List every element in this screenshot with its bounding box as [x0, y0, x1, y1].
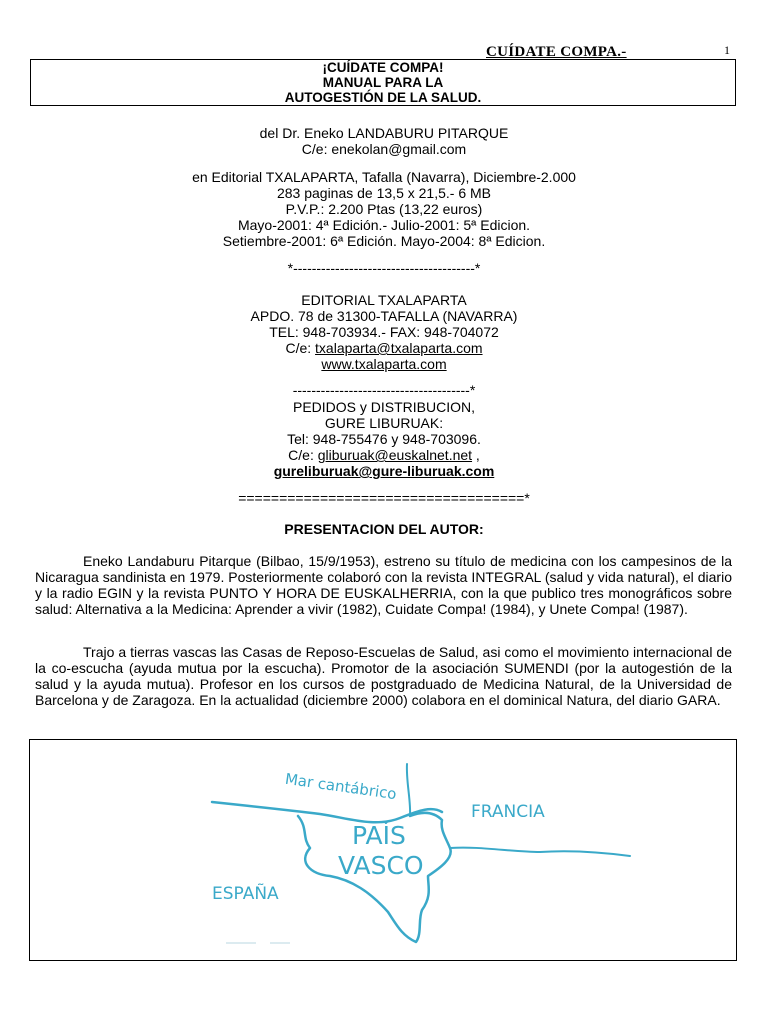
map-figure: [29, 739, 737, 961]
publisher-phones: TEL: 948-703934.- FAX: 948-704072: [269, 324, 499, 340]
sea-label: Mar cantábrico: [283, 769, 398, 804]
title-line-3: AUTOGESTIÓN DE LA SALUD.: [284, 90, 482, 105]
running-title: CUÍDATE COMPA.-: [486, 44, 627, 60]
separator-1-text: *---------------------------------------*: [287, 260, 481, 276]
separator-2-text: --------------------------------------*: [292, 382, 476, 398]
distribution-email-link-1[interactable]: gliburuak@euskalnet.net: [317, 447, 473, 463]
distribution-email-prefix: C/e:: [288, 447, 318, 463]
section-heading: [30, 521, 738, 537]
distribution-phones: Tel: 948-755476 y 948-703096.: [287, 431, 481, 447]
publisher-block: [30, 292, 738, 372]
separator-2: [30, 382, 738, 398]
border-east: [450, 848, 630, 856]
separator-3: [30, 490, 738, 506]
publisher-name: EDITORIAL TXALAPARTA: [301, 292, 467, 308]
edition-line-4: Mayo-2001: 4ª Edición.- Julio-2001: 5ª Edicion.: [237, 217, 531, 233]
distribution-block: [30, 399, 738, 479]
page-number: 1: [724, 43, 730, 57]
paragraph-1: [35, 553, 732, 617]
title-line-2: MANUAL PARA LA: [322, 75, 444, 90]
edition-line-2: 283 paginas de 13,5 x 21,5.- 6 MB: [276, 185, 492, 201]
distribution-line-2: GURE LIBURUAK:: [324, 415, 444, 431]
paragraph-2-text: Trajo a tierras vascas las Casas de Reposo-Escuelas de Salud, asi como el movimiento internacional de la co-escucha (ayuda mutua por la escucha). Promotor de la asociación SUMENDI (por la autogestión de la salud y la ayuda mutua). Profesor en los cursos de postgraduado de Medicina Natural, de la Universidad de Barcelona y de Zaragoza. En la actualidad (diciembre 2000) colabora en el dominical Natura, del diario GARA.: [35, 644, 732, 708]
region-label-line-2: VASCO: [338, 851, 424, 880]
title-box: [30, 59, 736, 106]
distribution-email-line: [30, 447, 738, 463]
west-label: ESPAÑA: [212, 884, 279, 904]
section-heading-text: PRESENTACION DEL AUTOR:: [284, 521, 484, 537]
publisher-address: APDO. 78 de 31300-TAFALLA (NAVARRA): [250, 308, 518, 324]
author-block: [30, 125, 738, 157]
edition-line-1: en Editorial TXALAPARTA, Tafalla (Navarra), Diciembre-2.000: [192, 169, 576, 185]
title-line-1: ¡CUÍDATE COMPA!: [322, 60, 444, 75]
distribution-email-suffix: ,: [472, 447, 480, 463]
distribution-email-line-2: [30, 463, 738, 479]
basque-country-map: [30, 740, 736, 960]
paragraph-1-text: Eneko Landaburu Pitarque (Bilbao, 15/9/1953), estreno su título de medicina con los campesinos de la Nicaragua sandinista en 1979. Posteriormente colaboró con la revista INTEGRAL (salud y vida natural), el diario y la radio EGIN y la revista PUNTO Y HORA DE EUSKALHERRIA, con la que publico tres monográficos sobre salud: Alternativa a la Medicina: Aprender a vivir (1982), Cuidate Compa! (1984), y Unete Compa! (1987).: [35, 553, 732, 617]
publisher-web-line: [30, 356, 738, 372]
distribution-email-link-2[interactable]: gureliburuak@gure-liburuak.com: [273, 463, 495, 479]
region-label-line-1: PAÍS: [352, 821, 406, 850]
publisher-email-prefix: C/e:: [285, 340, 316, 356]
edition-block: [30, 169, 738, 249]
separator-1: [30, 260, 738, 276]
author-email: C/e: enekolan@gmail.com: [301, 141, 467, 157]
publisher-web-link[interactable]: www.txalaparta.com: [321, 356, 447, 372]
east-label: FRANCIA: [471, 802, 545, 822]
edition-line-5: Setiembre-2001: 6ª Edición. Mayo-2004: 8ª Edicion.: [222, 233, 546, 249]
publisher-email-link[interactable]: txalaparta@txalaparta.com: [315, 340, 483, 356]
coastline: [212, 802, 442, 822]
edition-line-3: P.V.P.: 2.200 Ptas (13,22 euros): [285, 201, 483, 217]
distribution-line-1: PEDIDOS y DISTRIBUCION,: [292, 399, 476, 415]
paragraph-2: [35, 644, 732, 708]
publisher-email-line: [30, 340, 738, 356]
river-line: [407, 764, 410, 816]
author-byline: del Dr. Eneko LANDABURU PITARQUE: [259, 125, 509, 141]
separator-3-text: ===================================*: [238, 490, 530, 506]
